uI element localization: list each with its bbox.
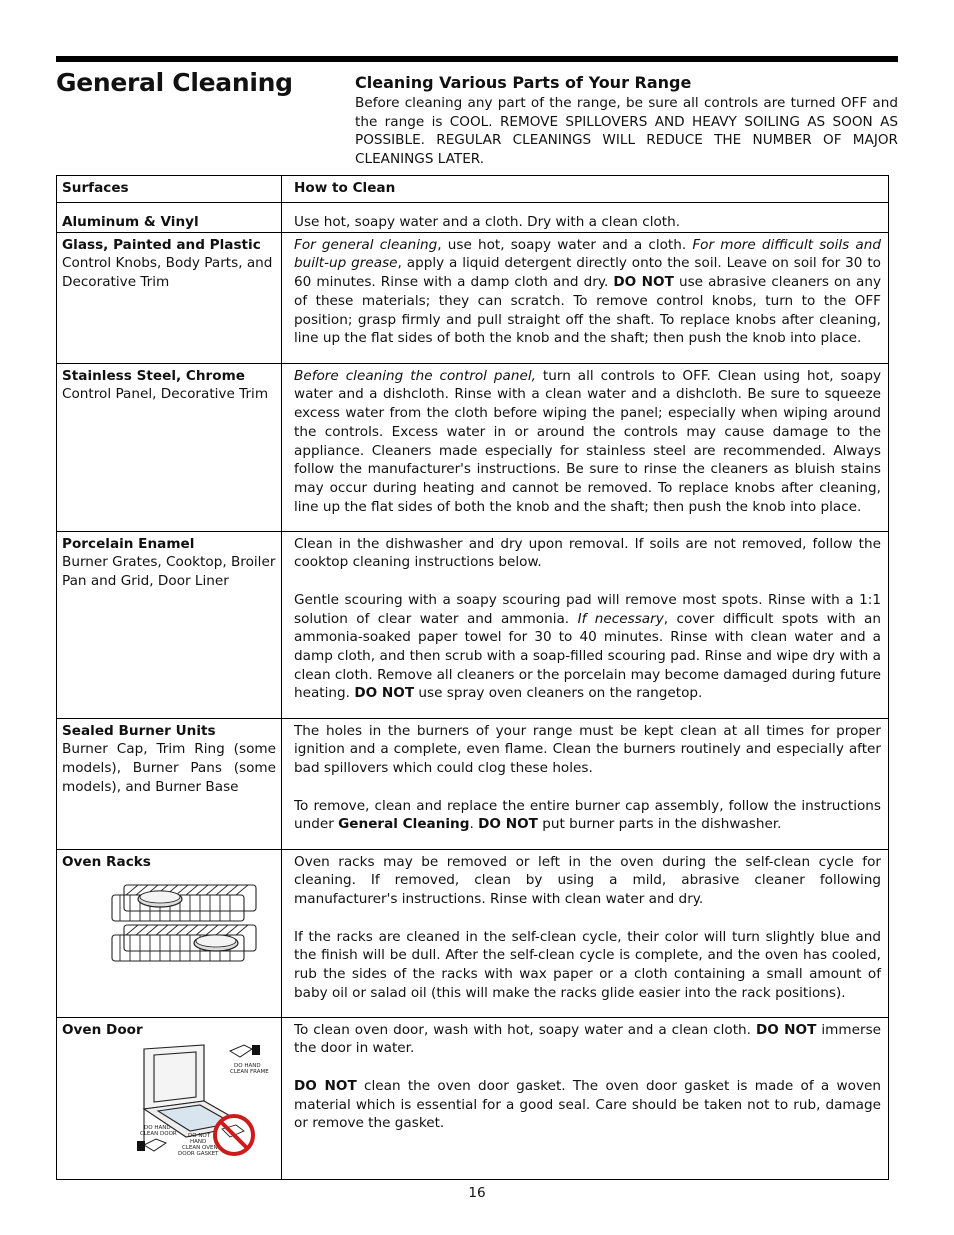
how-text: Clean in the dishwasher and dry upon removal. If soils are not removed, follow the cooktop cleaning instructions below. — [294, 535, 881, 571]
intro-paragraph: Before cleaning any part of the range, be sure all controls are turned OFF and the range is COOL. REMOVE SPILLOVERS AND HEAVY SOILING AS SOON AS POSSIBLE. REGULAR CLEANINGS WILL REDUCE THE NUMBER OF MAJOR CLEANINGS LATER. — [355, 95, 898, 168]
door-label-1: DO HAND — [144, 1125, 171, 1132]
warning-text: DO NOT — [294, 1077, 357, 1094]
table-row-aluminum — [57, 203, 889, 233]
surface-name: Porcelain Enamel — [62, 535, 195, 552]
surface-name: Sealed Burner Units — [62, 722, 216, 739]
warning-text: DO NOT — [354, 685, 415, 702]
how-text — [294, 1021, 881, 1058]
text-run: , use hot, soapy water and a cloth. — [437, 236, 693, 253]
table-row-glass — [57, 232, 889, 363]
surface-cell — [57, 718, 282, 849]
warning-text: DO NOT — [613, 274, 674, 291]
text-run: turn all controls to OFF. Clean using hot, soapy water and a dishcloth. Rinse with a clean water and a dishcloth. Be sure to squeeze excess water from the cloth before wiping the panel; especially when wiping around the controls. Excess water in or around the controls may cause damage to the appliance. Cleaners made especially for stainless steel are recommended. Always follow the manufacturer's instructions. Be sure to rinse the cleaners as bluish stains may occur during heating and cannot be removed. To replace knobs after cleaning, line up the flat sides of both the knob and the shaft; then push the knob into place. — [294, 367, 881, 515]
table-row-sealed-burners — [57, 718, 889, 849]
text-run: use spray oven cleaners on the rangetop. — [414, 685, 703, 702]
cleaning-table — [56, 175, 889, 1180]
surface-name: Glass, Painted and Plastic — [62, 236, 261, 253]
gasket-label-1: DO NOT — [188, 1133, 211, 1140]
how-text — [294, 1077, 881, 1133]
text-run: To clean oven door, wash with hot, soapy water and a clean cloth. — [294, 1021, 756, 1038]
how-cell — [282, 363, 889, 531]
how-text: If the racks are cleaned in the self-clean cycle, their color will turn slightly blue and the finish will be dull. After the self-clean cycle is complete, and the oven has cooled, rub the sides of the racks with wax paper or a cloth containing a small amount of baby oil or salad oil (this will make the racks glide easier into the rack positions). — [294, 928, 881, 1001]
oven-racks-illustration — [64, 877, 274, 972]
surface-subtitle: Burner Grates, Cooktop, Broiler Pan and Grid, Door Liner — [62, 554, 276, 590]
how-cell — [282, 1017, 889, 1179]
table-row-stainless — [57, 363, 889, 531]
frame-label-2: CLEAN FRAME — [230, 1069, 269, 1076]
table-row-oven-racks — [57, 849, 889, 1017]
how-text — [294, 591, 881, 703]
surface-subtitle: Control Panel, Decorative Trim — [62, 386, 269, 403]
page-number: 16 — [468, 1185, 486, 1201]
surface-cell — [57, 363, 282, 531]
surface-subtitle: Burner Cap, Trim Ring (some models), Burner Pans (some models), and Burner Base — [62, 741, 276, 795]
table-row-porcelain — [57, 531, 889, 718]
warning-text: DO NOT — [755, 1021, 817, 1038]
surface-name: Stainless Steel, Chrome — [62, 367, 245, 384]
surface-cell — [57, 849, 282, 1017]
surface-name: Oven Door — [62, 1021, 143, 1038]
top-rule — [56, 56, 898, 62]
how-text — [294, 236, 881, 348]
gasket-label-3: CLEAN OVEN — [182, 1145, 218, 1152]
table-row-oven-door — [57, 1017, 889, 1179]
surface-cell — [57, 1017, 282, 1179]
surface-subtitle: Control Knobs, Body Parts, and Decorative Trim — [62, 255, 273, 291]
how-cell — [282, 531, 889, 718]
section-title: Cleaning Various Parts of Your Range — [355, 73, 692, 92]
italic-text: Before cleaning the control panel, — [294, 367, 536, 384]
how-text: Oven racks may be removed or left in the oven during the self-clean cycle for cleaning. If removed, clean by using a mild, abrasive cleaner following manufacturer's instructions. Rinse with clean water and dry. — [294, 853, 881, 908]
text-run: put burner parts in the dishwasher. — [537, 816, 782, 833]
header-how-to-clean: How to Clean — [294, 180, 396, 196]
warning-text: DO NOT — [478, 816, 538, 833]
gasket-label-2: HAND — [190, 1139, 207, 1146]
how-cell — [282, 718, 889, 849]
page-title: General Cleaning — [56, 68, 293, 97]
how-cell — [282, 232, 889, 363]
header-surfaces: Surfaces — [62, 180, 129, 196]
text-run: clean the oven door gasket. The oven door gasket is made of a woven material which is essential for a good seal. Care should be taken not to rub, damage or remove the gasket. — [294, 1077, 881, 1132]
italic-text: For more difficult soils and built-up grease — [294, 236, 881, 272]
how-text: Use hot, soapy water and a cloth. Dry with a clean cloth. — [294, 214, 681, 230]
surface-cell — [57, 232, 282, 363]
prohibited-icon — [215, 1116, 253, 1154]
how-cell — [282, 203, 889, 233]
text-run: use abrasive cleaners on any of these materials; they can scratch. To remove control knobs, turn to the OFF position; grasp firmly and pull straight off the shaft. To replace knobs after cleaning, line up the flat sides of both the knob and the shaft; then push the knob into place. — [294, 274, 881, 347]
how-text: The holes in the burners of your range must be kept clean at all times for proper ignition and a complete, even flame. Clean the burners routinely and especially after bad spillovers which could clog these holes. — [294, 722, 881, 777]
text-run: Gentle scouring with a soapy scouring pad will remove most spots. Rinse with a 1:1 solution of clear water and ammonia. — [294, 591, 881, 627]
how-text — [294, 367, 881, 517]
bold-text: General Cleaning — [338, 816, 470, 833]
header-surfaces-cell — [57, 176, 282, 203]
surface-cell — [57, 203, 282, 233]
text-run: , apply a liquid detergent directly onto the soil. Leave on soil for 30 to 60 minutes. Rinse with a damp cloth and dry. — [294, 255, 881, 291]
text-run: immerse the door in water. — [294, 1021, 882, 1057]
italic-text: If necessary — [577, 610, 664, 627]
text-run: , cover difficult spots with an ammonia-soaked paper towel for 30 to 40 minutes. Rinse with clean water and a damp cloth, and then scrub with a soap-filled scouring pad. Rinse and wipe dry with a clean cloth. Remove all cleaners or the porcelain may become damaged during future heating. — [294, 610, 882, 702]
italic-text: For general cleaning — [294, 236, 438, 253]
intro-block — [355, 72, 898, 169]
door-label-2: CLEAN DOOR — [140, 1131, 177, 1138]
surface-name: Aluminum & Vinyl — [62, 214, 199, 230]
gasket-label-4: DOOR GASKET — [178, 1151, 219, 1158]
header-how-cell — [282, 176, 889, 203]
surface-cell — [57, 531, 282, 718]
how-text — [294, 797, 881, 834]
text-run: To remove, clean and replace the entire burner cap assembly, follow the instructions under — [294, 797, 881, 833]
how-cell — [282, 849, 889, 1017]
table-header-row — [57, 176, 889, 203]
frame-label-1: DO HAND — [234, 1063, 261, 1070]
surface-name: Oven Racks — [62, 853, 151, 870]
text-run: . — [469, 816, 479, 833]
